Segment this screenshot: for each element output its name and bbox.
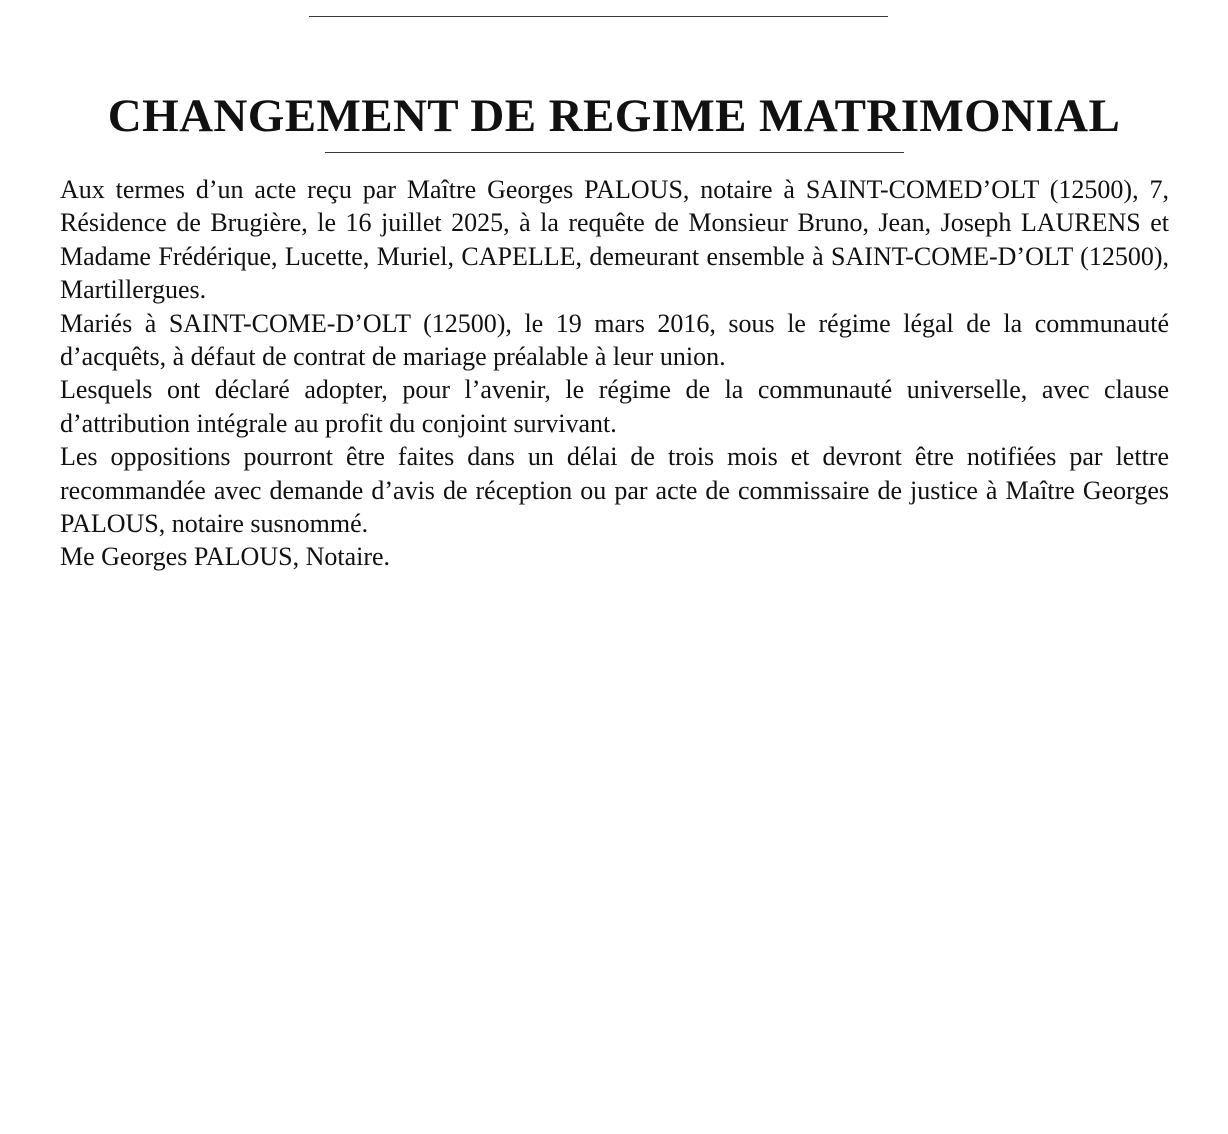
top-divider: [309, 16, 888, 17]
title-underline: [325, 152, 904, 153]
paragraph-new-regime: Lesquels ont déclaré adopter, pour l’avenir, le régime de la communauté universelle, avec clause d’attribution intégrale au profit du conjoint survivant.: [60, 375, 1169, 438]
notice-body: [60, 173, 1169, 574]
paragraph-oppositions: Les oppositions pourront être faites dans un délai de trois mois et devront être notifiées par lettre recommandée avec demande d’avis de réception ou par acte de commissaire de justice à Maître Georges PALOUS, notaire susnommé.: [60, 442, 1169, 539]
paragraph-signature: Me Georges PALOUS, Notaire.: [60, 542, 391, 572]
paragraph-act-details: Aux termes d’un acte reçu par Maître Georges PALOUS, notaire à SAINT-COMED’OLT (12500), 7, Résidence de Brugière, le 16 juillet 2025, à la requête de Monsieur Bruno, Jean, Joseph LAURENS et Madame Frédérique, Lucette, Muriel, CAPELLE, demeurant ensemble à SAINT-COME-D’OLT (12500), Martillergues.: [60, 175, 1169, 305]
paragraph-marriage: Mariés à SAINT-COME-D’OLT (12500), le 19 mars 2016, sous le régime légal de la communauté d’acquêts, à défaut de contrat de mariage préalable à leur union.: [60, 308, 1169, 372]
notice-title: CHANGEMENT DE REGIME MATRIMONIAL: [107, 90, 1121, 142]
